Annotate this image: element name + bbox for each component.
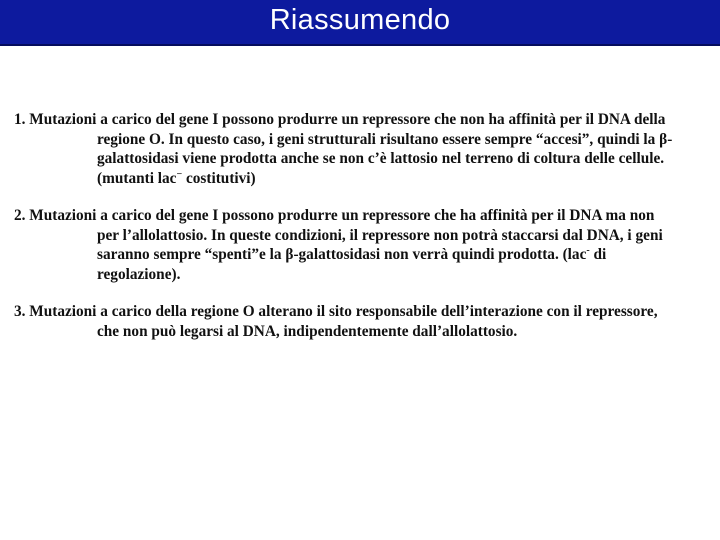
list-item-1	[14, 110, 704, 188]
item-1-line-2: regione O. In questo caso, i geni strutturali risultano essere sempre “accesi”, quindi la β-	[97, 130, 673, 148]
list-item-2	[14, 206, 704, 284]
item-3-line-1: 3. Mutazioni a carico della regione O alterano il sito responsabile dell’interazione con il repressore,	[14, 303, 658, 320]
item-1-line-4	[14, 169, 704, 189]
item-1-line-4-text: (mutanti lac	[97, 169, 177, 187]
summary-list	[14, 110, 704, 359]
item-2-line-3	[14, 245, 704, 265]
item-1-line-3: galattosidasi viene prodotta anche se non c’è lattosio nel terreno di coltura delle cellule.	[97, 150, 665, 167]
item-1-line-1: 1. Mutazioni a carico del gene I possono produrre un repressore che non ha affinità per il DNA della	[14, 111, 666, 128]
slide-title: Riassumendo	[269, 4, 451, 36]
item-3-line-2: che non può legarsi al DNA, indipendentemente dall’allolattosio.	[97, 322, 518, 340]
list-item-3	[14, 302, 704, 341]
item-2-line-1: 2. Mutazioni a carico del gene I possono produrre un repressore che ha affinità per il DNA ma non	[14, 207, 655, 224]
title-bar	[0, 0, 720, 46]
item-1-superscript: −	[176, 168, 183, 180]
item-2-line-4: regolazione).	[97, 265, 181, 283]
item-2-line-2: per l’allolattosio. In queste condizioni, il repressore non potrà staccarsi dal DNA, i geni	[97, 226, 663, 244]
item-1-line-4-tail: costitutivi)	[182, 169, 256, 187]
item-2-superscript: -	[586, 244, 590, 256]
item-2-line-3-text: saranno sempre “spenti”e la β-galattosidasi non verrà quindi prodotta. (lac	[97, 246, 587, 263]
item-2-line-3-tail: di	[589, 246, 607, 263]
